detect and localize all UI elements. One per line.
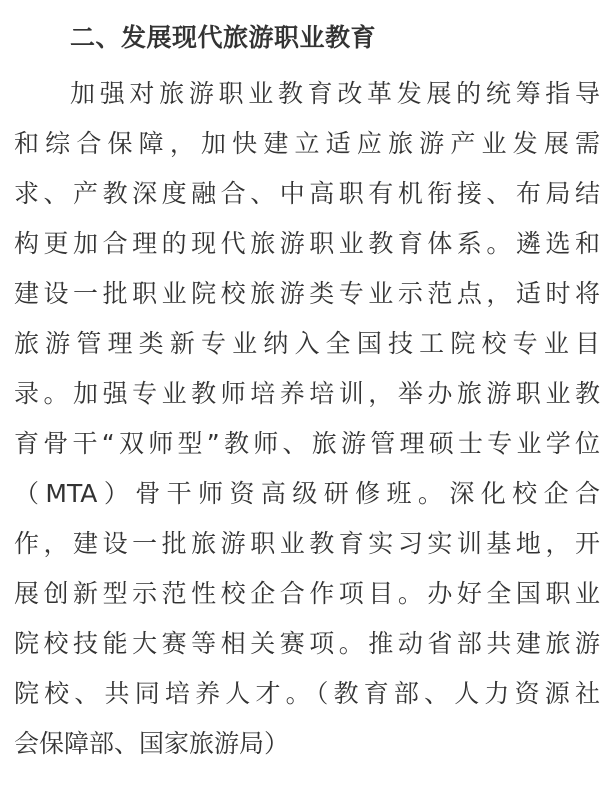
paragraph-line: 会保障部、国家旅游局） — [14, 729, 290, 758]
paragraph-line: 展创新型示范性校企合作项目。办好全国职业 — [14, 579, 600, 608]
paragraph-line: 加强对旅游职业教育改革发展的统筹指导 — [70, 79, 600, 108]
paragraph-line: （MTA）骨干师资高级研修班。深化校企合 — [14, 479, 600, 508]
paragraph-line: 求、产教深度融合、中高职有机衔接、布局结 — [14, 179, 600, 208]
paragraph-line: 作，建设一批旅游职业教育实习实训基地，开 — [14, 529, 600, 558]
paragraph-line: 旅游管理类新专业纳入全国技工院校专业目 — [14, 329, 600, 358]
section-heading: 二、发展现代旅游职业教育 — [70, 23, 377, 52]
paragraph-line: 育骨干“双师型”教师、旅游管理硕士专业学位 — [14, 429, 600, 458]
paragraph-line: 院校、共同培养人才。（教育部、人力资源社 — [14, 679, 600, 708]
paragraph-line: 构更加合理的现代旅游职业教育体系。遴选和 — [14, 229, 600, 258]
paragraph-line: 和综合保障，加快建立适应旅游产业发展需 — [14, 129, 600, 158]
paragraph-line: 录。加强专业教师培养培训，举办旅游职业教 — [14, 379, 600, 408]
paragraph-line: 建设一批职业院校旅游类专业示范点，适时将 — [14, 279, 600, 308]
paragraph-line: 院校技能大赛等相关赛项。推动省部共建旅游 — [14, 629, 600, 658]
